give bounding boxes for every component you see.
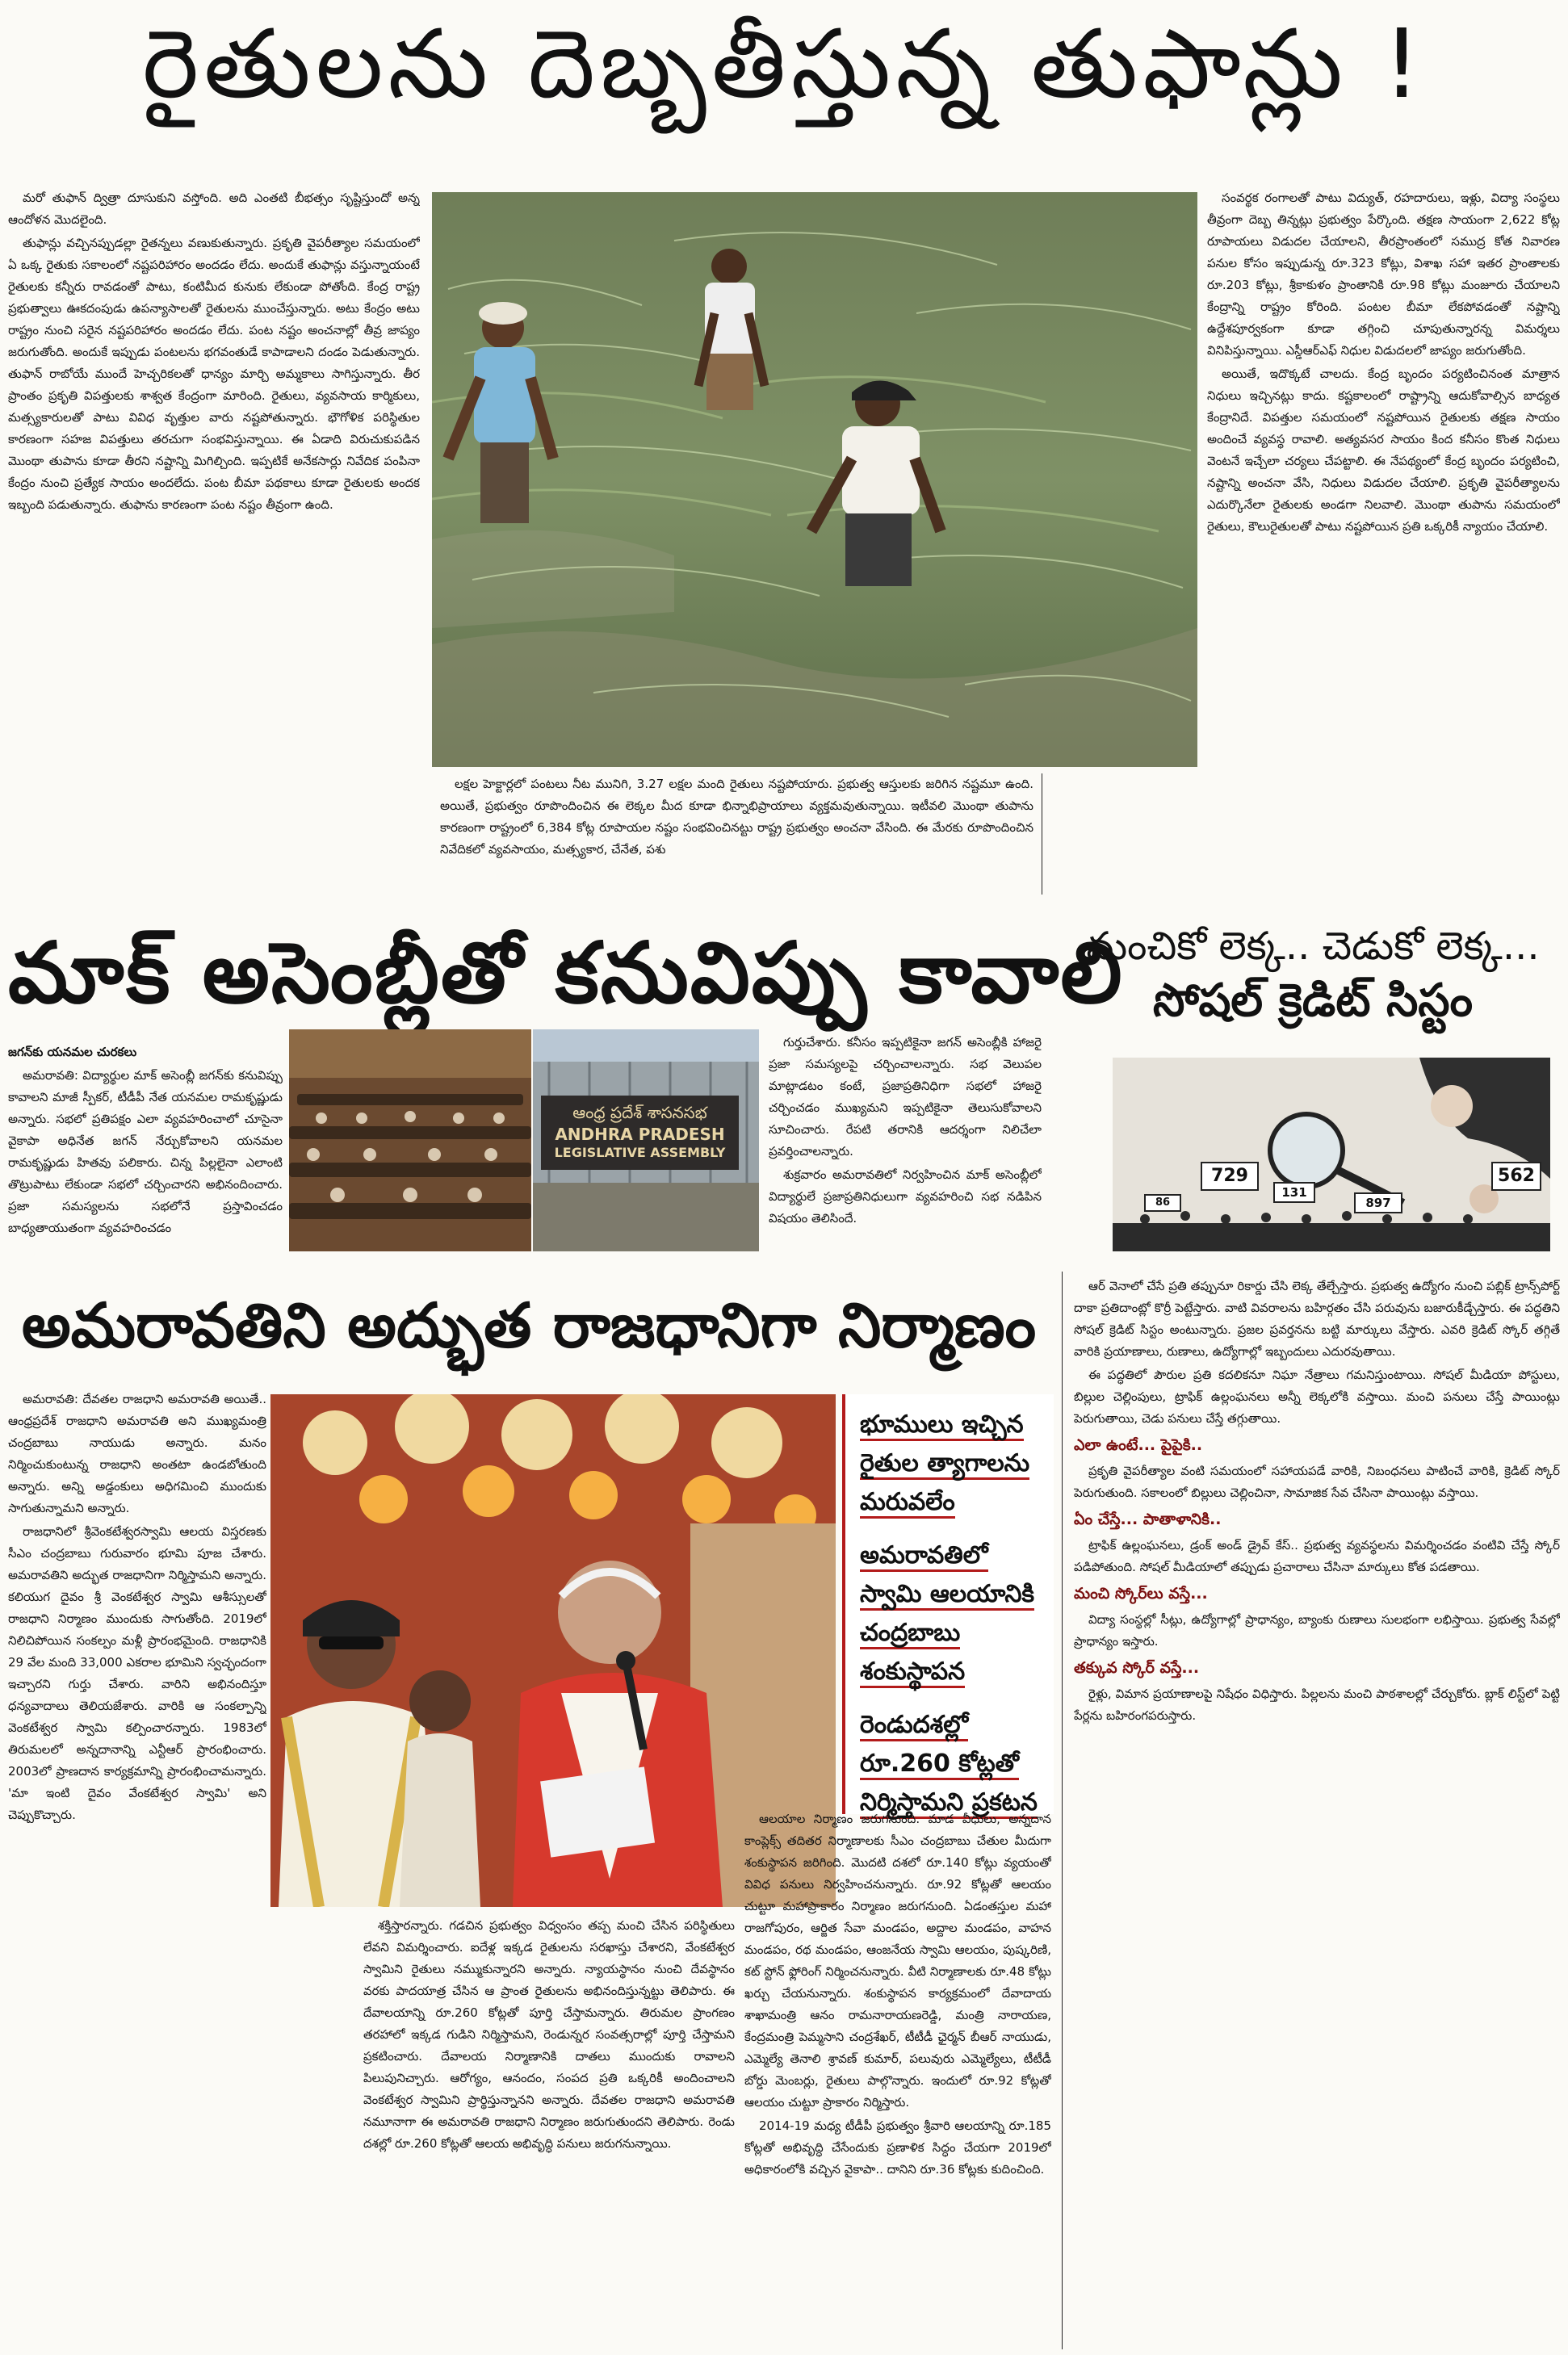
story2-column-1 [8, 1041, 283, 1259]
paragraph: లక్షల హెక్టార్లలో పంటలు నీట మునిగి, 3.27 లక్షల మంది రైతులు నష్టపోయారు. ప్రభుత్వ ఆస్తులకు జరిగిన నష్టమూ ఉంది. అయితే, ప్రభుత్వం రూపొందించిన ఈ లెక్కల మీద కూడా భిన్నాభిప్రాయాలు వ్యక్తమవుతున్నాయి. ఇటీవలి మొంథా తుపాను కారణంగా రాష్ట్రంలో 6,384 కోట్ల రూపాయల నష్టం సంభవించినట్టు రాష్ట్ర ప్రభుత్వం అంచనా వేసింది. ఈ మేరకు రూపొందించిన నివేదికలో వ్యవసాయం, మత్స్యకార, చేనేత, పశు [440, 777, 1033, 857]
story3-body [1074, 1276, 1560, 2349]
cartoon-score-4: 897 [1365, 1196, 1391, 1210]
highlight-item: భూములు ఇచ్చిన రైతుల త్యాగాలను మరువలేం [845, 1406, 1054, 1522]
subhead-fall: ఏం చేస్తే... పాతాళానికి.. [1074, 1511, 1222, 1528]
paragraph: రాజధానిలో శ్రీవెంకటేశ్వరస్వామి ఆలయ విస్తరణకు సీఎం చంద్రబాబు గురువారం భూమి పూజ చేశారు. అమరావతిని అద్భుత రాజధానిగా నిర్మిస్తామని అన్నారు. కలియుగ దైవం శ్రీ వెంకటేశ్వర స్వామి ఆశీస్సులతో రాజధాని నిర్మాణం ముందుకు సాగుతోంది. 2019లో నిలిచిపోయిన సంకల్పం మళ్లీ ప్రారంభమైంది. రాజధానికి 29 వేల మంది 33,000 ఎకరాల భూమిని స్వచ్ఛందంగా ఇచ్చారని గుర్తు చేశారు. వారిని అభినందిస్తూ ధన్యవాదాలు తెలియజేశారు. వారికి ఆ సంకల్పాన్ని వెంకటేశ్వర స్వామి కల్పించారన్నారు. 1983లో తిరుమలలో అన్నదానాన్ని ఎన్టీఆర్ ప్రారంభించారు. 2003లో ప్రాణదాన కార్యక్రమాన్ని ప్రారంభించామన్నారు. 'మా ఇంటి దైవం వేంకటేశ్వర స్వామి' అని చెప్పుకొచ్చారు. [8, 1524, 266, 1822]
paragraph: మరో తుఫాన్ ద్విత్రా దూసుకుని వస్తోంది. అది ఎంతటి బీభత్సం సృష్టిస్తుందో అన్న ఆందోళన మొదలైంది. [8, 191, 420, 227]
flooded-paddy-photo [432, 192, 1197, 767]
cartoon-score-1: 729 [1211, 1166, 1248, 1186]
story3-headline-line2: సోషల్ క్రెడిట్ సిస్టం [1153, 974, 1473, 1027]
paragraph: ఈ పద్ధతిలో పౌరుల ప్రతి కదలికనూ నిఘా నేత్రాలు గమనిస్తుంటాయి. సోషల్ మీడియా పోస్టులు, బిల్లుల చెల్లింపులు, ట్రాఫిక్ ఉల్లంఘనలు అన్నీ లెక్కలోకి వస్తాయి. మంచి పనులు చేస్తే పాయింట్లు పెరుగుతాయి, చెడు పనులు చేస్తే తగ్గుతాయి. [1074, 1368, 1560, 1426]
assembly-hall-photo [289, 1029, 531, 1251]
story1-column-3 [1207, 187, 1560, 896]
story1-column-2 [440, 773, 1033, 896]
paragraph: శుక్రవారం అమరావతిలో నిర్వహించిన మాక్ అసెంబ్లీలో విద్యార్థులే ప్రజాప్రతినిధులుగా వ్యవహరించి సభ నడిపిన విషయం తెలిసిందే. [769, 1167, 1042, 1226]
person-behind [400, 1670, 480, 1907]
cartoon-score-2: 562 [1498, 1166, 1535, 1186]
story4-column-2 [363, 1915, 735, 2349]
kicker: జగన్‌కు యనమల చురకలు [8, 1045, 137, 1059]
subhead-low-score: తక్కువ స్కోర్ వస్తే... [1074, 1659, 1200, 1677]
paragraph: సంవర్థక రంగాలతో పాటు విద్యుత్, రహదారులు, ఇళ్లు, విద్యా సంస్థలు తీవ్రంగా దెబ్బ తిన్నట్లు ప్రభుత్వం పేర్కొంది. తక్షణ సాయంగా 2,622 కోట్ల రూపాయలు విడుదల చేయాలని, తీరప్రాంతంలో సముద్ర కోత నివారణ పనుల కోసం ఇప్పుడున్న రూ.323 కోట్లు, విశాఖ సహా ఇతర ప్రాంతాలకు రూ.203 కోట్లు, శ్రీకాకుళం ప్రాంతానికి రూ.98 కోట్లు మంజూరు చేయాలని కేంద్రాన్ని రాష్ట్రం కోరింది. పంటల బీమా లేకపోవడంతో నష్టాన్ని ఉద్దేశపూర్వకంగా కూడా తగ్గించి చూపుతున్నారన్న విమర్శలు వినిపిస్తున్నాయి. ఎస్డీఆర్ఎఫ్ నిధుల విడుదలలో జాప్యం జరుగుతోంది. [1207, 191, 1560, 358]
story2-column-2 [769, 1032, 1042, 1251]
paragraph: అమరావతి: విద్యార్థుల మాక్ అసెంబ్లీ జగన్‌కు కనువిప్పు కావాలని మాజీ స్పీకర్, టీడీపీ నేత యనమల రామకృష్ణుడు అన్నారు. సభలో ప్రతిపక్షం ఎలా వ్యవహరించాలో చూసైనా వైకాపా అధినేత జగన్ నేర్చుకోవాలని యనమల రామకృష్ణుడు హితవు పలికారు. చిన్న పిల్లలైనా ఎలాంటి తొట్రుపాటు లేకుండా సభలో చర్చించారని అభినందించారు. ప్రజా సమస్యలను సభలోనే ప్రస్తావించడం బాధ్యతాయుతంగా వ్యవహరించడం [8, 1068, 283, 1235]
subhead-good-score: మంచి స్కోర్‌లు వస్తే... [1074, 1585, 1208, 1603]
story4-column-3 [744, 1808, 1051, 2349]
cartoon-score-5: 86 [1155, 1196, 1171, 1209]
paragraph: ట్రాఫిక్ ఉల్లంఘనలు, డ్రంక్ అండ్ డ్రైవ్ కేస్.. ప్రభుత్వ వ్యవస్థలను విమర్శించడం వంటివి చేస్తే స్కోర్ పడిపోతుంది. సోషల్ మీడియాలో తప్పుడు ప్రచారాలు చేసినా మార్కులు కోత పడతాయి. [1074, 1538, 1560, 1574]
assembly-hall-image [289, 1029, 531, 1251]
assembly-sign-english-2: LEGISLATIVE ASSEMBLY [554, 1145, 726, 1160]
highlight-item: రెండుదశల్లో రూ.260 కోట్లతో నిర్మిస్తామని ప్రకటన [845, 1706, 1054, 1822]
paragraph: శక్తిస్తారన్నారు. గడచిన ప్రభుత్వం విధ్వంసం తప్ప మంచి చేసిన పరిస్థితులు లేవని విమర్శించారు. ఐదేళ్ల ఇక్కడ రైతులను సరఖాస్తు చేశారని, వేంకటేశ్వర స్వామిని రైతులు నమ్ముకున్నారని అన్నారు. న్యాయస్థానం నుంచి దేవస్థానం వరకు పాదయాత్ర చేసిన ఆ ప్రాంత రైతులను అభినందిస్తున్నట్టు తెలిపారు. ఈ దేవాలయాన్ని రూ.260 కోట్లతో పూర్తి చేస్తామన్నారు. తిరుమల ప్రాంగణం తరహాలో ఇక్కడ గుడిని నిర్మిస్తామని, రెండున్నర సంవత్సరాల్లో పూర్తి చేస్తామని ప్రకటించారు. దేవాలయ నిర్మాణానికి దాతలు ముందుకు రావాలని పిలుపునిచ్చారు. ఆరోగ్యం, ఆనందం, సంపద ప్రతి ఒక్కరికీ అందించాలని వెంకటేశ్వర స్వామిని ప్రార్థిస్తున్నానని అన్నారు. దేవతల రాజధాని అమరావతి నమూనాగా ఈ అమరావతి రాజధాని నిర్మాణం జరుగుతుందని తెలిపారు. రెండు దశల్లో రూ.260 కోట్లతో ఆలయ అభివృద్ధి పనులు జరుగనున్నాయి. [363, 1918, 735, 2151]
paragraph: తుఫాన్లు వచ్చినప్పుడల్లా రైతన్నలు వణుకుతున్నారు. ప్రకృతి వైపరీత్యాల సమయంలో ఏ ఒక్క రైతుకు సకాలంలో నష్టపరిహారం అందడం లేదు. అందుకే తుఫాన్లు వస్తున్నాయంటే రైతులకు కన్నీరు రావడంతో పాటు, కంటిమీద కునుకు లేకుండా పోతోంది. కేంద్ర రాష్ట్ర ప్రభుత్వాలు ఊకదంపుడు ఉపన్యాసాలతో రైతులను ముంచేస్తున్నారు. అటు కేంద్రం అటు రాష్ట్రం నుంచి సరైన నష్టపరిహారం అందడం లేదు. పంట నష్టం అంచనాల్లో తీవ్ర జాప్యం జరుగుతోంది. అందుకే ఇప్పుడు పంటలను భగవంతుడే కాపాడాలని దండం పెడుతున్నారు. తుఫాన్ రాబోయే ముందే హెచ్చరికలతో ధాన్యం మార్చి అమ్మకాలు సాగిస్తున్నారు. తీర ప్రాంతం ప్రకృతి విపత్తులకు శాశ్వత కేంద్రంగా మారింది. రైతులు, వ్యవసాయ కార్మికులు, మత్స్యకారులతో పాటు వివిధ వృత్తుల వారు నష్టపోతున్నారు. భౌగోళిక పరిస్థితుల కారణంగా సహజ విపత్తులు తరచుగా సంభవిస్తున్నాయి. ఈ ఏడాది విరుచుకుపడిన మొంథా తుపాను కూడా తీరని నష్టాన్ని మిగిల్చింది. ఇప్పటికే అనేకసార్లు నివేదిక పంపినా కేంద్రం నుంచి ప్రత్యేక సాయం అందలేదు. పంట బీమా పథకాలు కూడా రైతులకు అందక ఇబ్బంది పడుతున్నారు. తుఫాను కారణంగా పంట నష్టం తీవ్రంగా ఉంది. [8, 236, 420, 512]
story2-headline: మాక్ అసెంబ్లీతో కనువిప్పు కావాలి [8, 924, 1124, 1022]
story4-headline: అమరావతిని అద్భుత రాజధానిగా నిర్మాణం [21, 1289, 1037, 1361]
paragraph: ఆలయాల నిర్మాణం జరుగనుంది. మాడ వీధులు, అన్నదాన కాంప్లెక్స్ తదితర నిర్మాణాలకు సీఎం చంద్రబాబు చేతుల మీదుగా శంకుస్థాపన జరిగింది. మొదటి దశలో రూ.140 కోట్లు వ్యయంతో వివిధ పనులు నిర్వహించనున్నారు. రూ.92 కోట్లతో ఆలయం చుట్టూ మహాప్రాకారం నిర్మాణం జరుగనుంది. ఏడంతస్తుల మహా రాజగోపురం, ఆర్జిత సేవా మండపం, అద్దాల మండపం, వాహన మండపం, రథ మండపం, ఆంజనేయ స్వామి ఆలయం, పుష్కరిణి, కట్ స్టోన్ ఫ్లోరింగ్ నిర్మించనున్నారు. వీటి నిర్మాణాలకు రూ.48 కోట్లు ఖర్చు చేయనున్నారు. శంకుస్థాపన కార్యక్రమంలో దేవాదాయ శాఖామంత్రి ఆనం రామనారాయణరెడ్డి, మంత్రి నారాయణ, కేంద్రమంత్రి పెమ్మసాని చంద్రశేఖర్, టీటీడీ ఛైర్మన్ బీఆర్ నాయుడు, ఎమ్మెల్యే తెనాలి శ్రావణ్ కుమార్, పలువురు ఎమ్మెల్యేలు, టీటీడీ బోర్డు మెంబర్లు, రైతులు పాల్గొన్నారు. ఇందులో రూ.92 కోట్లతో ఆలయం చుట్టూ ప్రాకారం నిర్మిస్తారు. [744, 1812, 1051, 2110]
story1-headline: రైతులను దెబ్బతీస్తున్న తుఫాన్లు ! [142, 8, 1426, 119]
paragraph: ప్రకృతి వైపరీత్యాల వంటి సమయంలో సహాయపడే వారికి, నిబంధనలు పాటించే వారికి, క్రెడిట్ స్కోర్ పెరుగుతుంది. సకాలంలో బిల్లులు చెల్లించినా, సామాజిక సేవ చేసినా పాయింట్లు వస్తాయి. [1074, 1464, 1560, 1500]
assembly-building-photo [533, 1029, 759, 1251]
story3-headline-line1: మంచికో లెక్క.. చెడుకో లెక్క... [1086, 924, 1540, 969]
social-credit-cartoon [1113, 1058, 1550, 1251]
paragraph: విద్యా సంస్థల్లో సీట్లు, ఉద్యోగాల్లో ప్రాధాన్యం, బ్యాంకు రుణాలు సులభంగా లభిస్తాయి. ప్రభుత్వ సేవల్లో ప్రాధాన్యం ఇస్తారు. [1074, 1612, 1560, 1649]
cartoon-score-3: 131 [1281, 1185, 1307, 1200]
highlight-item: అమరావతిలో స్వామి ఆలయానికి చంద్రబాబు శంకుస్థాపన [845, 1536, 1054, 1691]
paragraph: గుర్తుచేశారు. కనీసం ఇప్పటికైనా జగన్ అసెంబ్లీకి హాజరై ప్రజా సమస్యలపై చర్చించాలన్నారు. సభ వెలుపల మాట్లాడటం కంటే, ప్రజాప్రతినిధిగా సభలో హాజరై చర్చించడం ముఖ్యమని ఇప్పటికైనా తెలుసుకోవాలని సూచించారు. రేపటి తరానికి ఆదర్శంగా నిలిచేలా ప్రవర్తించాలన్నారు. [769, 1035, 1042, 1159]
paragraph: రైళ్లు, విమాన ప్రయాణాలపై నిషేధం విధిస్తారు. పిల్లలను మంచి పాఠశాలల్లో చేర్చుకోరు. బ్లాక్ లిస్ట్‌లో పెట్టి పేర్లను బహిరంగపరుస్తారు. [1074, 1687, 1560, 1723]
paragraph: ఆర్ వెనాలో చేసే ప్రతి తప్పునూ రికార్డు చేసి లెక్క తేల్చేస్తారు. ప్రభుత్వ ఉద్యోగం నుంచి పబ్లిక్ ట్రాన్స్‌పోర్ట్ దాకా ప్రతిదాంట్లో కొర్రీ పెట్టేస్తారు. వాటి వివరాలను బహిర్గతం చేసి పరువును బజారుకీడ్చేస్తారు. ఈ పద్ధతిని సోషల్ క్రెడిట్ సిస్టం అంటున్నారు. ప్రజల ప్రవర్తనను బట్టి మార్కులు వేస్తారు. ఎవరి క్రెడిట్ స్కోర్ తగ్గితే వారికి ప్రయాణాలు, రుణాలు, ఉద్యోగాల్లో ఇబ్బందులు ఎదురవుతాయి. [1074, 1279, 1560, 1359]
assembly-sign-english-1: ANDHRA PRADESH [555, 1125, 725, 1144]
magnifying-glass-cartoon-image [1113, 1058, 1550, 1251]
paragraph: అమరావతి: దేవతల రాజధాని అమరావతి అయితే.. ఆంధ్రప్రదేశ్ రాజధాని అమరావతి అని ముఖ్యమంత్రి చంద్రబాబు నాయుడు అన్నారు. మనం నిర్మించుకుంటున్న రాజధాని అంతటా ఉండబోతుంది అన్నారు. అన్ని అడ్డంకులు అధిగమించి ముందుకు సాగుతున్నామని అన్నారు. [8, 1392, 266, 1515]
paragraph: అయితే, ఇదొక్కటే చాలదు. కేంద్ర బృందం పర్యటించినంత మాత్రాన నిధులు ఇచ్చినట్లు కాదు. కష్టకాలంలో రాష్ట్రాన్ని ఆదుకోవాల్సిన బాధ్యత కేంద్రానిదే. విపత్తుల సమయంలో నష్టపోయిన రైతులకు తక్షణ సాయం అందించే వ్యవస్థ రావాలి. అత్యవసర సాయం కింద కనీసం కొంత నిధులు వెంటనే ఇచ్చేలా చర్యలు చేపట్టాలి. ఈ నేపథ్యంలో కేంద్ర బృందం పర్యటించి, నష్టాన్ని అంచనా వేసి, నిధులు విడుదల చేయాలి. ప్రకృతి వైపరీత్యాలను ఎదుర్కొనేలా రైతులకు అండగా నిలవాలి. మొంథా తుపాను సమయంలో రైతులు, కౌలురైతులతో పాటు నష్టపోయిన ప్రతి ఒక్కరికీ న్యాయం చేయాలి. [1207, 367, 1560, 534]
column-divider [1062, 1272, 1063, 2349]
story1-column-1 [8, 187, 420, 896]
story4-column-1 [8, 1389, 266, 2349]
story4-highlight-box [842, 1394, 1054, 1817]
paragraph: 2014-19 మధ్య టీడీపీ ప్రభుత్వం శ్రీవారి ఆలయాన్ని రూ.185 కోట్లతో అభివృద్ధి చేసేందుకు ప్రణాళిక సిద్ధం చేయగా 2019లో అధికారంలోకి వచ్చిన వైకాపా.. దానిని రూ.36 కోట్లకు కుదించింది. [744, 2118, 1051, 2177]
subhead-rise: ఎలా ఉంటే... పైపైకి.. [1074, 1436, 1203, 1454]
farmers-in-flooded-field-image [432, 192, 1197, 767]
assembly-sign-telugu: ఆంధ్ర ప్రదేశ్ శాసనసభ [572, 1103, 707, 1122]
